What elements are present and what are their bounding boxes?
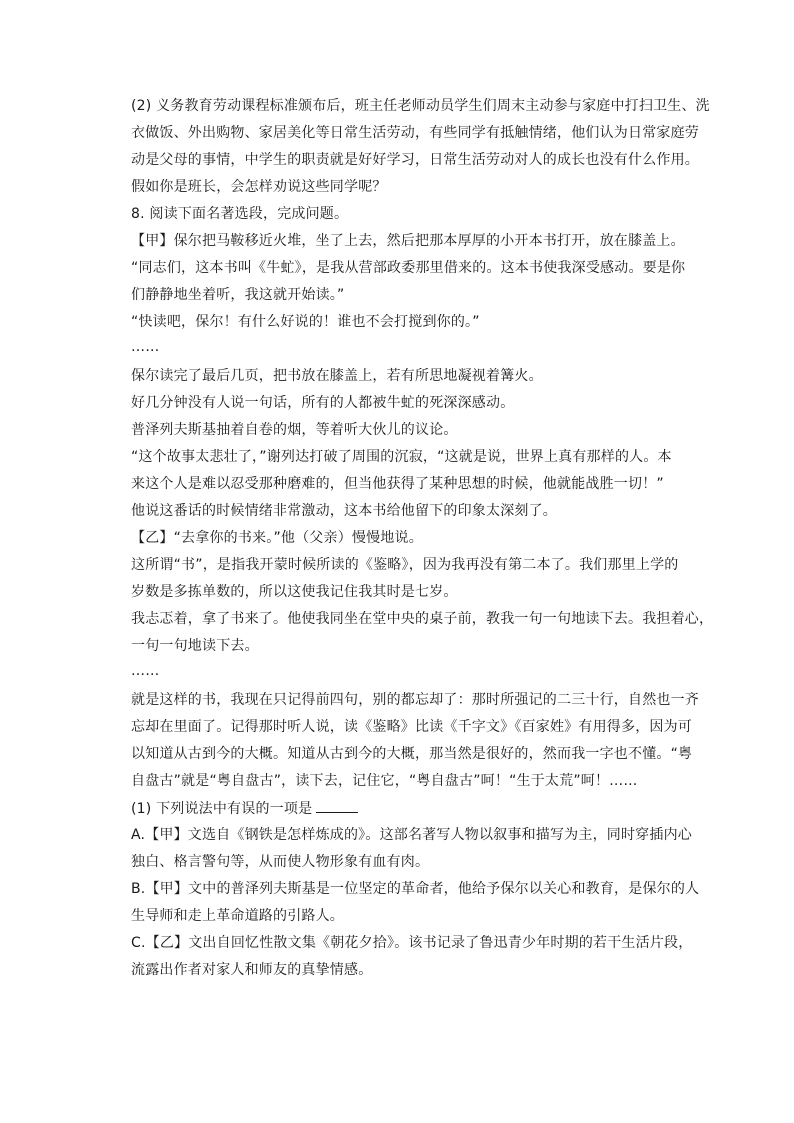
q7-part2-line-2: 衣做饭、外出购物、家居美化等日常生活劳动，有些同学有抵触情绪，他们认为日常家庭劳 (131, 125, 699, 141)
option-c-line: 流露出作者对家人和师友的真挚情感。 (131, 962, 373, 978)
answer-blank[interactable] (316, 798, 358, 813)
passage-jia-line: “快读吧，保尔！有什么好说的！谁也不会打搅到你的。” (131, 314, 480, 330)
sub-question-1-prompt: (1) 下列说法中有误的一项是 (131, 801, 313, 817)
option-a-line: 独白、格言警句等，从而使人物形象有血有肉。 (131, 854, 430, 870)
passage-jia-line: 他说这番话的时候情绪非常激动，这本书给他留下的印象太深刻了。 (131, 503, 557, 519)
option-b-line: 生导师和走上革命道路的引路人。 (131, 908, 344, 924)
passage-yi-line: 岁数是多拣单数的，所以这使我记住我其时是七岁。 (131, 584, 458, 600)
passage-yi-line: 我忐忑着，拿了书来了。他使我同坐在堂中央的桌子前，教我一句一句地读下去。我担着心， (131, 611, 714, 627)
passage-jia-line: 好几分钟没有人说一句话，所有的人都被牛虻的死深深感动。 (131, 395, 515, 411)
option-c-line: C.【乙】文出自回忆性散文集《朝花夕拾》。该书记录了鲁迅青少年时期的若干生活片段， (131, 935, 693, 951)
passage-yi-line: 这所谓“书”，是指我开蒙时候所读的《鉴略》，因为我再没有第二本了。我们那里上学的 (131, 557, 679, 573)
q7-part2-line-3: 动是父母的事情，中学生的职责就是好好学习，日常生活劳动对人的成长也没有什么作用。 (131, 152, 699, 168)
q8-heading: 8. 阅读下面名著选段，完成问题。 (131, 206, 349, 222)
passage-jia-line: “同志们，这本书叫《牛虻》，是我从营部政委那里借来的。这本书使我深受感动。要是你 (131, 260, 686, 276)
sub-question-1 (131, 798, 358, 819)
q7-part2-line-1: (2) 义务教育劳动课程标准颁布后，班主任老师动员学生们周末主动参与家庭中打扫卫生、洗 (131, 98, 710, 114)
passage-jia-line: 保尔读完了最后几页，把书放在膝盖上，若有所思地凝视着篝火。 (131, 368, 543, 384)
option-b-line: B.【甲】文中的普泽列夫斯基是一位坚定的革命者，他给予保尔以关心和教育，是保尔的人 (131, 881, 700, 897)
passage-ellipsis: …… (131, 663, 160, 679)
passage-jia-line: “这个故事太悲壮了，”谢列达打破了周围的沉寂，“这就是说，世界上真有那样的人。本 (131, 449, 672, 465)
passage-yi-line: 以知道从古到今的大概。知道从古到今的大概，那当然是很好的，然而我一字也不懂。“粤 (131, 746, 693, 762)
passage-yi-line: 【乙】“去拿你的书来。”他（父亲）慢慢地说。 (131, 530, 423, 546)
passage-yi-line: 就是这样的书，我现在只记得前四句，别的都忘却了：那时所强记的二三十行，自然也一齐 (131, 692, 699, 708)
passage-yi-line: 自盘古”就是“粤自盘古”，读下去，记住它，“粤自盘古”呵！“生于太荒”呵！…… (131, 773, 638, 789)
passage-jia-line: 们静静地坐着听，我这就开始读。” (131, 287, 345, 303)
option-a-line: A.【甲】文选自《钢铁是怎样炼成的》。这部名著写人物以叙事和描写为主，同时穿插内心 (131, 827, 692, 843)
passage-jia-line: 来这个人是难以忍受那种磨难的，但当他获得了某种思想的时候，他就能战胜一切！” (131, 476, 664, 492)
passage-ellipsis: …… (131, 339, 160, 355)
passage-yi-line: 忘却在里面了。记得那时听人说，读《鉴略》比读《千字文》《百家姓》有用得多，因为可 (131, 719, 692, 735)
q7-part2-line-4: 假如你是班长，会怎样劝说这些同学呢？ (131, 179, 387, 195)
passage-jia-line: 【甲】保尔把马鞍移近火堆，坐了上去，然后把那本厚厚的小开本书打开，放在膝盖上。 (131, 233, 685, 249)
passage-jia-line: 普泽列夫斯基抽着自卷的烟，等着听大伙儿的议论。 (131, 422, 458, 438)
passage-yi-line: 一句一句地读下去。 (131, 638, 259, 654)
